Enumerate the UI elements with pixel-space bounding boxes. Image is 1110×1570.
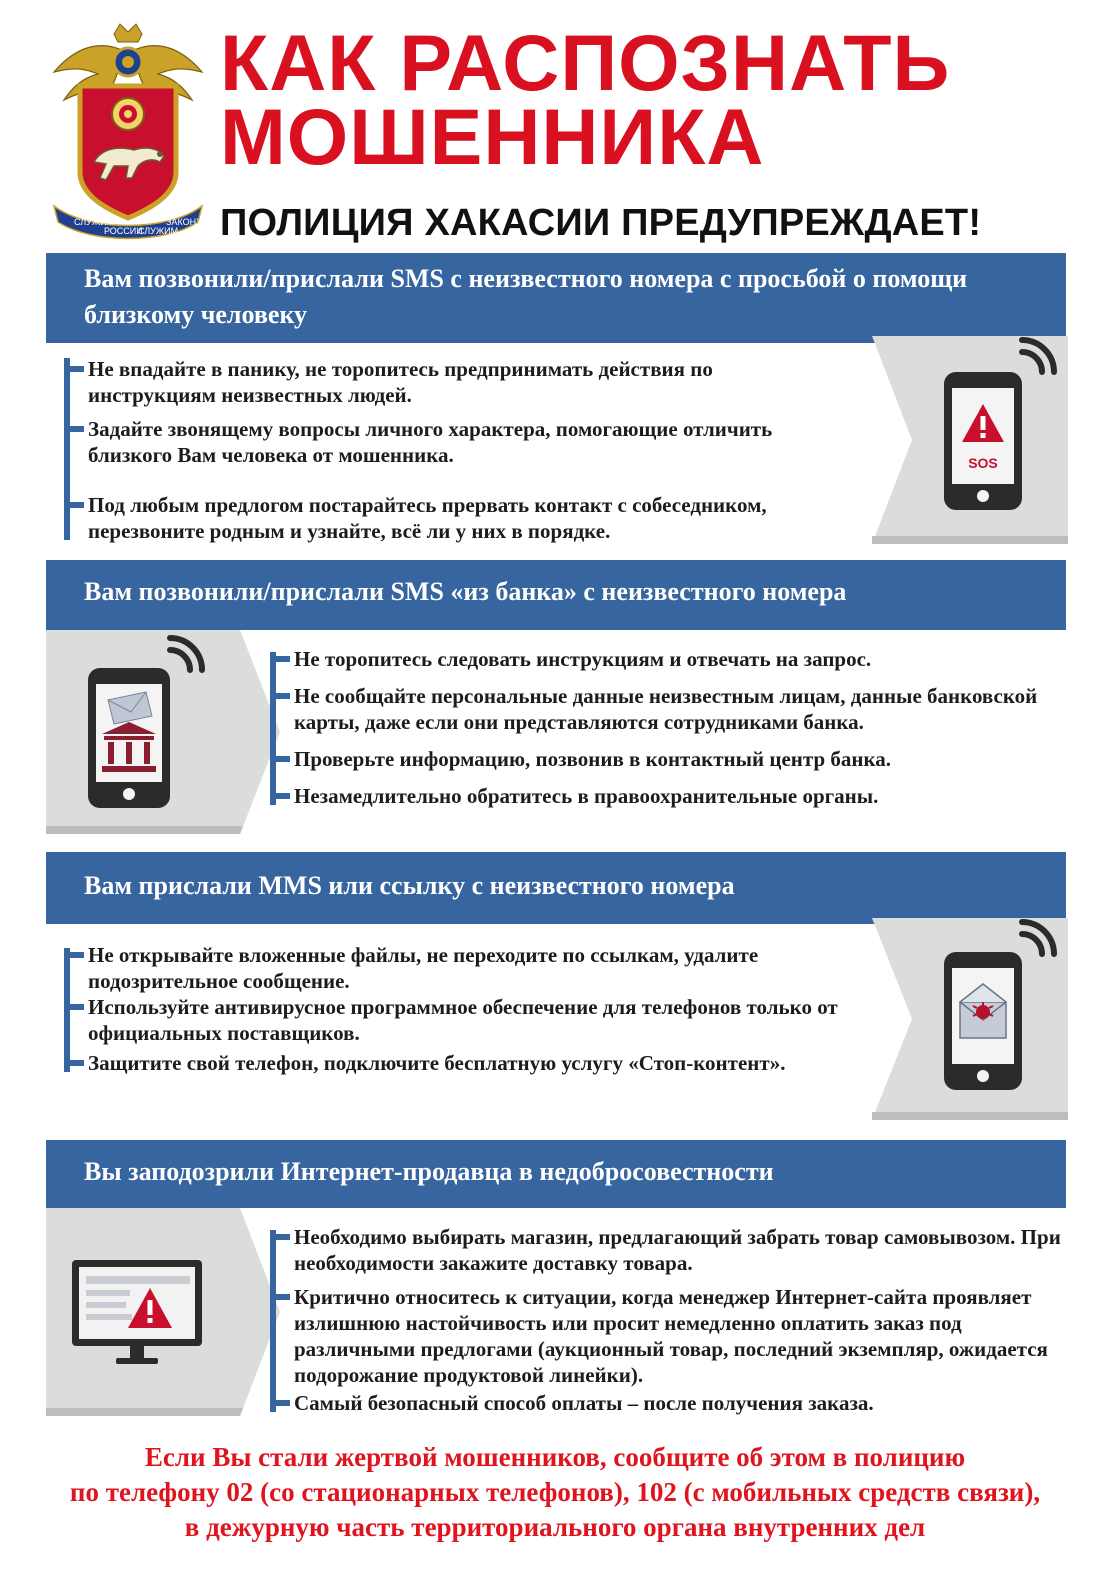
title-line: МОШЕННИКА	[220, 92, 765, 181]
emblem-ribbon-text: СЛУЖИМ	[74, 217, 115, 227]
page-title	[220, 18, 1100, 181]
list-item: Незамедлительно обратитесь в правоохранительные органы.	[270, 783, 1070, 809]
sos-label: SOS	[968, 455, 998, 471]
footer-line: в дежурную часть территориального органа внутренних дел	[184, 1512, 926, 1542]
phone-sos-icon	[872, 336, 1068, 544]
phone-virus-mail-icon	[872, 918, 1068, 1120]
section-heading: Вы заподозрили Интернет-продавца в недобросовестности	[46, 1140, 1066, 1208]
emblem-ribbon-text: СЛУЖИМ	[138, 226, 179, 236]
list-item: Не торопитесь следовать инструкциям и отвечать на запрос.	[270, 646, 1070, 672]
list-item: Не впадайте в панику, не торопитесь предпринимать действия по инструкциям неизвестных людей.	[64, 356, 844, 408]
footer-notice	[20, 1440, 1090, 1545]
advice-list	[64, 942, 864, 1076]
list-item: Не сообщайте персональные данные неизвестным лицам, данные банковской карты, даже если они представляются сотрудниками банка.	[270, 683, 1070, 735]
list-item: Проверьте информацию, позвонив в контактный центр банка.	[270, 746, 1070, 772]
list-item: Защитите свой телефон, подключите бесплатную услугу «Стоп-контент».	[64, 1050, 864, 1076]
footer-line: по телефону 02 (со стационарных телефонов), 102 (с мобильных средств связи),	[69, 1477, 1041, 1507]
emblem-ribbon-text: РОССИИ	[104, 226, 143, 236]
footer-line: Если Вы стали жертвой мошенников, сообщите об этом в полицию	[144, 1442, 966, 1472]
list-item: Критично относитесь к ситуации, когда менеджер Интернет-сайта проявляет излишнюю настойчивость или просит немедленно оплатить заказ под различными предлогами (аукционный товар, последний экземпляр, ожидается подорожание продуктовой линейки).	[270, 1284, 1070, 1388]
section-heading: Вам позвонили/прислали SMS «из банка» с неизвестного номера	[46, 560, 1066, 630]
list-item: Задайте звонящему вопросы личного характера, помогающие отличить близкого Вам человека от мошенника.	[64, 416, 844, 468]
list-item: Не открывайте вложенные файлы, не переходите по ссылкам, удалите подозрительное сообщение.	[64, 942, 864, 994]
advice-list	[270, 1224, 1070, 1416]
police-emblem-icon	[48, 22, 208, 242]
list-item: Самый безопасный способ оплаты – после получения заказа.	[270, 1390, 1070, 1416]
title-line: КАК РАСПОЗНАТЬ	[220, 18, 951, 107]
list-item: Используйте антивирусное программное обеспечение для телефонов только от официальных поставщиков.	[64, 994, 864, 1046]
section-heading: Вам позвонили/прислали SMS с неизвестного номера с просьбой о помощи близкому человеку	[46, 253, 1066, 343]
emblem-ribbon-text: ЗАКОНУ	[166, 217, 202, 227]
advice-list	[64, 352, 844, 544]
advice-list	[270, 646, 1070, 809]
monitor-warning-icon	[46, 1208, 280, 1416]
phone-bank-icon	[46, 630, 280, 834]
page-subtitle: ПОЛИЦИЯ ХАКАСИИ ПРЕДУПРЕЖДАЕТ!	[220, 202, 982, 244]
list-item: Под любым предлогом постарайтесь прервать контакт с собеседником, перезвоните родным и узнайте, всё ли у них в порядке.	[64, 492, 844, 544]
list-item: Необходимо выбирать магазин, предлагающий забрать товар самовывозом. При необходимости закажите доставку товара.	[270, 1224, 1070, 1276]
section-heading: Вам прислали MMS или ссылку с неизвестного номера	[46, 852, 1066, 924]
